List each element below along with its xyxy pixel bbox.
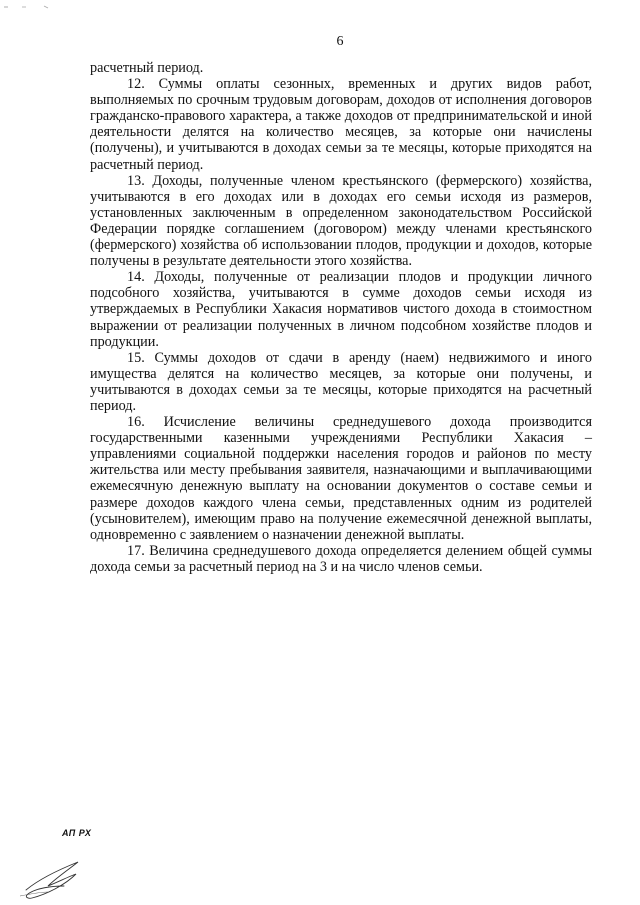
paragraph-16: 16. Исчисление величины среднедушевого дохода производится государственными казенными учреждениями Республики Хакасия – управлениями социальной поддержки населения городов и районов по месту жительства или месту пребывания заявителя, назначающими и выплачивающими ежемесячную денежную выплату на основании документов о составе семьи и размере доходов каждого члена семьи, представленных одним из родителей (усыновителем), имеющим право на получение ежемесячной денежной выплаты, одновременно с заявлением о назначении денежной выплаты. bbox=[90, 414, 592, 543]
paragraph-14: 14. Доходы, полученные от реализации плодов и продукции личного подсобного хозяйства, учитываются в сумме доходов семьи исходя из утверждаемых в Республики Хакасия нормативов чистого дохода в стоимостном выражении от реализации полученных в личном подсобном хозяйстве плодов и продукции. bbox=[90, 269, 592, 350]
scan-artifact-icon bbox=[0, 0, 60, 14]
paragraph-continuation: расчетный период. bbox=[90, 60, 204, 76]
paragraph-13: 13. Доходы, полученные членом крестьянского (фермерского) хозяйства, учитываются в его доходах или в доходах его семьи исходя из размеров, установленных заключенным в определенном законодательством Российской Федерации порядке соглашением (договором) между членами крестьянского (фермерского) хозяйства об использовании плодов, продукции и доходов, которые получены в результате деятельности этого хозяйства. bbox=[90, 172, 592, 270]
document-body bbox=[90, 60, 592, 575]
page-number: 6 bbox=[336, 34, 344, 49]
signature-icon bbox=[18, 856, 88, 902]
paragraph-15: 15. Суммы доходов от сдачи в аренду (наем) недвижимого и иного имущества делятся на количество месяцев, за которые они получены, и учитываются в доходах семьи за те месяцы, которые приходятся на расчетный период. bbox=[90, 349, 592, 414]
footer-stamp: АП РХ bbox=[62, 828, 92, 838]
paragraph-12: 12. Суммы оплаты сезонных, временных и других видов работ, выполняемых по срочным трудовым договорам, доходов от исполнения договоров гражданско-правового характера, а также доходов от предпринимательской и иной деятельности делятся на количество месяцев, за которые они начислены (получены), и учитываются в доходах семьи за те месяцы, которые приходятся на расчетный период. bbox=[90, 76, 592, 173]
paragraph-17: 17. Величина среднедушевого дохода определяется делением общей суммы дохода семьи за расчетный период на 3 и на число членов семьи. bbox=[90, 542, 592, 575]
